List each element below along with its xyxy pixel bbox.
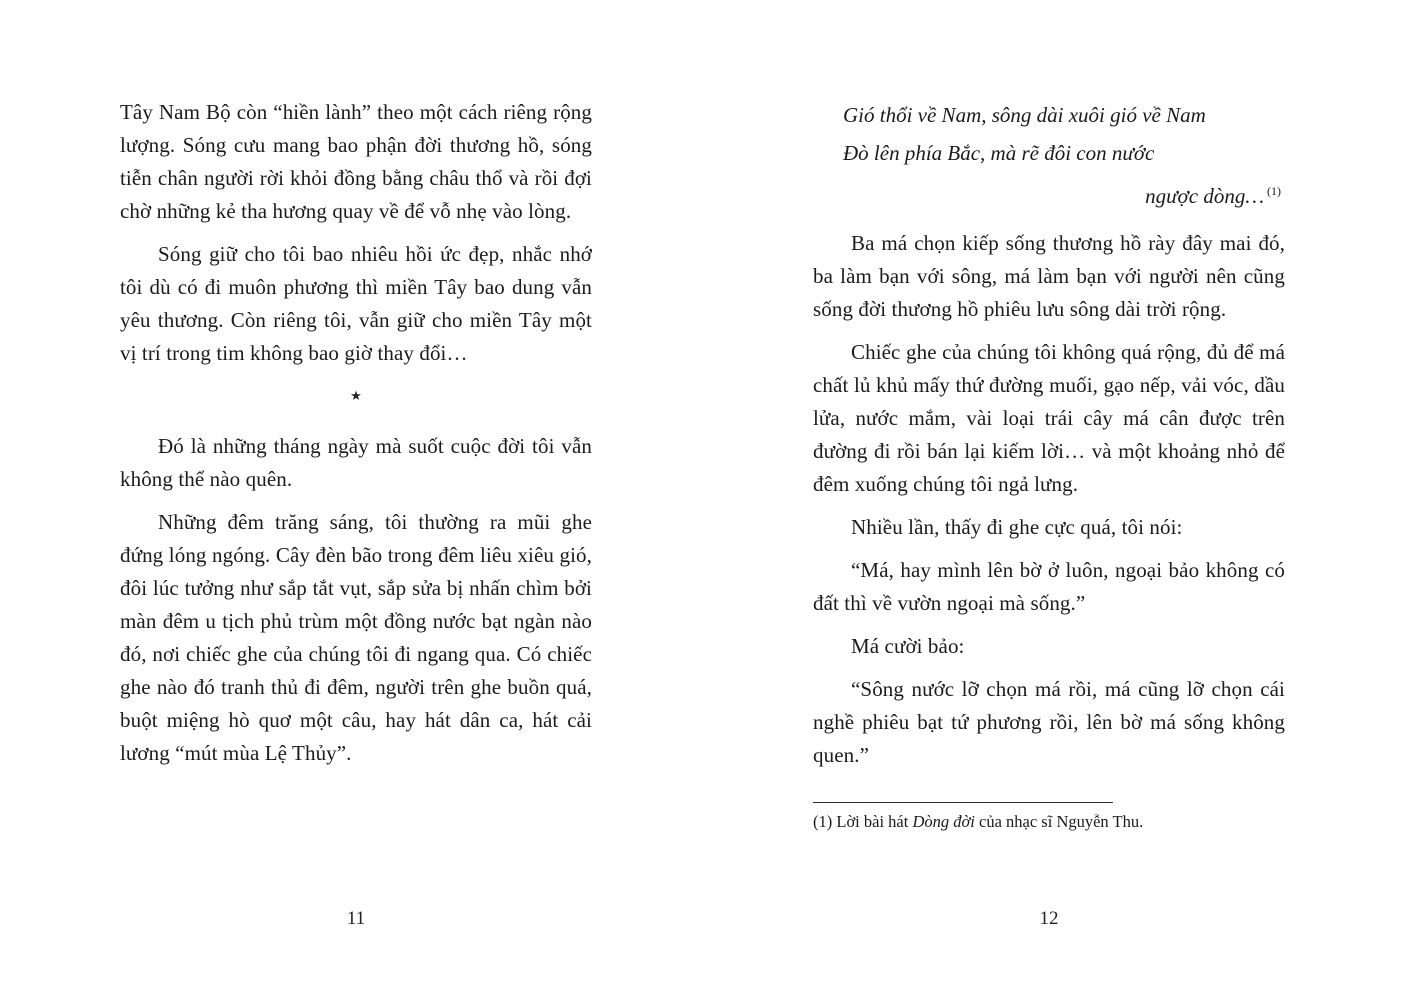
paragraph: Ba má chọn kiếp sống thương hồ rày đây mai đó, ba làm bạn với sông, má làm bạn với người nên cũng sống đời thương hồ phiêu lưu sông dài trời rộng. [813, 231, 1285, 321]
paragraph: Những đêm trăng sáng, tôi thường ra mũi ghe đứng lóng ngóng. Cây đèn bão trong đêm liêu xiêu gió, đôi lúc tưởng như sắp tắt vụt, sắp sửa bị nhấn chìm bởi màn đêm u tịch phủ trùm một đồng nước bạt ngàn nào đó, nơi chiếc ghe của chúng tôi đi ngang qua. Có chiếc ghe nào đó tranh thủ đi đêm, người trên ghe buồn quá, buột miệng hò quơ một câu, hay hát dân ca, hát cải lương “mút mùa Lệ Thủy”. [120, 510, 592, 765]
paragraph: Chiếc ghe của chúng tôi không quá rộng, đủ để má chất lủ khủ mấy thứ đường muối, gạo nếp, vải vóc, dầu lửa, nước mắm, vài loại trái cây má cân được trên đường đi rồi bán lại kiếm lời… và một khoảng nhỏ để đêm xuống chúng tôi ngả lưng. [813, 340, 1285, 496]
footnote-text [813, 811, 1285, 833]
page-number-left: 11 [346, 908, 366, 929]
page-right [813, 96, 1285, 833]
paragraph: “Sông nước lỡ chọn má rồi, má cũng lỡ chọn cái nghề phiêu bạt tứ phương rồi, lên bờ má sống không quen.” [813, 677, 1285, 767]
footnote-prefix: (1) Lời bài hát [813, 812, 913, 831]
paragraph: Sóng giữ cho tôi bao nhiêu hồi ức đẹp, nhắc nhớ tôi dù có đi muôn phương thì miền Tây bao dung vẫn yêu thương. Còn riêng tôi, vẫn giữ cho miền Tây một vị trí trong tim không bao giờ thay đổi… [120, 242, 592, 365]
page-number-right: 12 [1039, 908, 1059, 929]
verse-line: Gió thổi về Nam, sông dài xuôi gió về Nam [843, 103, 1206, 127]
footnote [813, 802, 1285, 833]
paragraph: Má cười bảo: [851, 634, 965, 658]
verse-line-text: ngược dòng… [1145, 184, 1264, 208]
page-left [120, 96, 592, 780]
paragraph: Tây Nam Bộ còn “hiền lành” theo một cách riêng rộng lượng. Sóng cưu mang bao phận đời thương hồ, sóng tiễn chân người rời khỏi đồng bằng châu thổ và rồi đợi chờ những kẻ tha hương quay về để vỗ nhẹ vào lòng. [120, 100, 592, 223]
footnote-reference: (1) [1267, 184, 1281, 198]
paragraph: Đó là những tháng ngày mà suốt cuộc đời tôi vẫn không thể nào quên. [120, 434, 592, 491]
song-verse [813, 96, 1285, 215]
paragraph: “Má, hay mình lên bờ ở luôn, ngoại bảo không có đất thì về vườn ngoại mà sống.” [813, 558, 1285, 615]
verse-line: Đò lên phía Bắc, mà rẽ đôi con nước [843, 141, 1155, 165]
footnote-song-title: Dòng đời [912, 812, 975, 831]
footnote-divider [813, 802, 1113, 803]
footnote-suffix: của nhạc sĩ Nguyễn Thu. [974, 812, 1144, 831]
section-separator-star: ★ [350, 388, 362, 403]
verse-line [813, 172, 1285, 215]
paragraph: Nhiều lần, thấy đi ghe cực quá, tôi nói: [851, 515, 1183, 539]
